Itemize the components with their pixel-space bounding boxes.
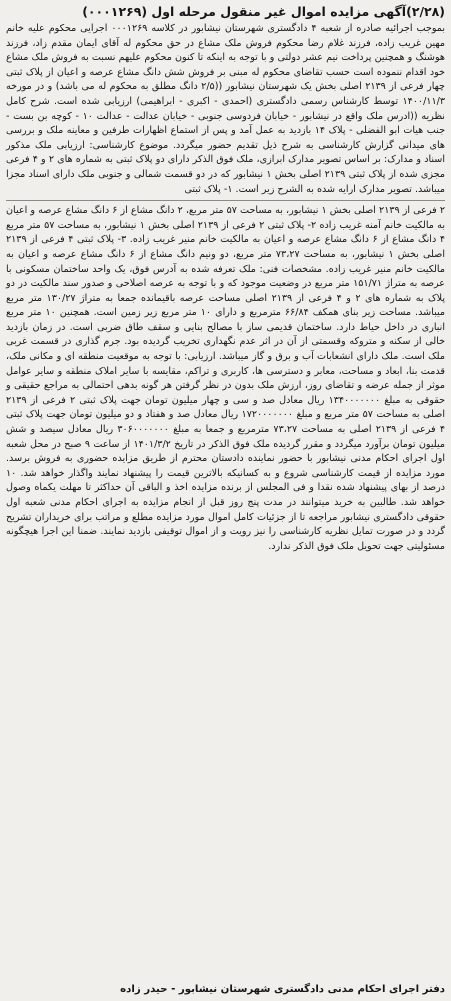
notice-signature: دفتر اجرای احکام مدنی دادگستری شهرستان نیشابور - حیدر زاده xyxy=(120,984,445,995)
notice-title: (۲/۲۸)آگهی مزایده اموال غیر منقول مرحله اول (۰۰۰۱۲۶۹) xyxy=(82,4,445,19)
notice-paragraph-1: بموجب اجرائیه صادره از شعبه ۴ دادگستری شهرستان نیشابور در کلاسه ۰۰۰۱۲۶۹ اجرایی محکوم علیه خانم مهین غریب زاده، فرزند غلام رضا محکوم فروش ملک مشاع در حق محکوم له آقای ایمان مقدم زاد، فرزند هوشنگ و همچنین پرداخت نیم عشر دولتی و با توجه به اینکه تا کنون محکوم علیهم نسبت به فروش ملک مشاع خود اقدام ننموده است حسب تقاضای محکوم له مبنی بر فروش شش دانگ مشاع عرصه و اعیان از پلاک ثبتی چهار فرعی از ۲۱۳۹ اصلی بخش یک شهرستان نیشابور ((۲/۵ دانگ مطلق به محکوم له می باشد) و در مورخه ۱۴۰۰/۱۱/۳ توسط کارشناس رسمی دادگستری (احمدی - اکبری - ابراهیمی) ارزیابی شده است. شرح کامل نظریه ((ادرس ملک واقع در نیشابور - خیابان فردوسی جنوبی - خیابان عدالت - عدالت ۱۰ - کوچه بن بست - جنب هیات ابو الفضلی - پلاک ۱۴ بازدید به عمل آمد و پس از استماع اظهارات طرفین و معاینه ملک و بررسی های میدانی گزارش کارشناسی به شرح ذیل تقدیم حضور میگردد. موضوع کارشناسی: ارزیابی ملک مذکور اسناد و مدارک: بر اساس تصویر مدارک ابرازی، ملک فوق الذکر دارای دو پلاک ثبتی به شماره های ۲ و ۴ فرعی مجزی شده از پلاک ثبتی ۲۱۳۹ اصلی بخش ۱ نیشابور که در دو قسمت شمالی و جنوبی ملک دارای اسناد مجزا میباشد. تصویر مدارک ارایه شده به الشرح زیر است. ۱- پلاک ثبتی xyxy=(6,23,446,195)
section-divider xyxy=(6,200,445,201)
notice-paragraph-2: ۲ فرعی از ۲۱۳۹ اصلی بخش ۱ نیشابور، به مساحت ۵۷ متر مربع، ۲ دانگ مشاع از ۶ دانگ مشاع عرصه و اعیان به مالکیت خانم آمنه غریب زاده ۲- پلاک ثبتی ۲ فرعی از ۲۱۳۹ اصلی بخش ۱ نیشابور، به مساحت ۵۷ متر مربع ۴ دانگ مشاع از ۶ دانگ مشاع عرصه و اعیان به مالکیت خانم منیر غریب زاده. ۳- پلاک ثبتی ۴ فرعی از ۲۱۳۹ اصلی بخش ۱ نیشابور، به مساحت ۷۳،۲۷ متر مربع، دو ونیم دانگ مشاع از ۶ دانگ مشاع عرصه و اعیان به مالکیت خانم منیر غریب زاده. مشخصات فنی: ملک تعرفه شده به آدرس فوق، یک واحد ساختمان مسکونی با عرصه به متراژ ۱۵۱/۷۱ متر مربع در وضعیت موجود که و با توجه به عرصه اصلاحی و صدور سند مالکیت در دو پلاک به شماره های ۲ و ۴ فرعی از ۲۱۳۹ اصلی مساحت عرصه باقیمانده جمعا به متراژ ۱۳۰/۲۷ متر مربع میباشد. مساحت زیر بنای همکف ۶۶/۸۴ مترمربع و دارای ۱۰ متر مربع زیر زمین است. همچنین ۱۰ متر مربع انباری در داخل حیاط دارد. ساختمان قدیمی ساز با مصالح بنایی و سقف طاق ضربی است. در زمان بازدید خالی از سکنه و متروکه وقسمتی از آن در اثر عدم نگهداری تخریب گردیده بود. جرم گذاری در قسمت غربی ملک است. ملک دارای انشعابات آب و برق و گاز میباشد. ارزیابی: با توجه به موقعیت منطقه ای و مکانی ملک، قدمت بنا، ابعاد و مساحت، معابر و دسترسی ها، کاربری و تراکم، مقایسه با سایر املاک منطقه و سایر عوامل موثر از جمله عرضه و تقاضای روز، ارزش ملک بدون در نظر گرفتن هر گونه بدهی احتمالی به مراجع حقیقی و حقوقی به مبلغ ۱۳۴۰۰۰۰۰۰۰ ریال معادل صد و سی و چهار میلیون تومان جهت پلاک ثبتی ۲ فرعی از ۲۱۳۹ اصلی به مساحت ۵۷ متر مربع و مبلغ ۱۷۲۰۰۰۰۰۰۰ ریال معادل صد و هفتاد و دو میلیون تومان جهت پلاک ثبتی ۴ فرعی از ۲۱۳۹ اصلی به مساحت ۷۳،۲۷ مترمربع و جمعا به مبلغ ۳۰۶۰۰۰۰۰۰۰ ریال معادل سیصد و شش میلیون تومان برآورد میگردد و مقرر گردیده ملک فوق الذکر در تاریخ ۱۴۰۱/۳/۲ از ساعت ۹ صبح در محل شعبه اول اجرای احکام مدنی نیشابور با حضور نماینده دادستان محترم از طریق مزایده حضوری به فروش برسد. مورد مزایده از قیمت کارشناسی شروع و به کسانیکه بالاترین قیمت را پیشنهاد نمایند واگذار خواهد شد. ۱۰ درصد از بهای پیشنهاد شده نقدا و فی المجلس از برنده مزایده اخذ و الباقی آن حداکثر تا مهلت یکماه وصول خواهد شد. طالبین به خرید میتوانند در مدت پنج روز قبل از انجام مزایده به اجرای احکام مدنی شعبه اول حقوقی دادگستری نیشابور مراجعه تا از جزئیات کامل اموال مورد مزایده مطلع و مراتب برای خریداران تشریح گردد و در صورت تمایل نظریه کارشناسی را نیز رویت و از اموال توقیفی بازدید نمایند. ضمنا این اجرا هیچگونه مسئولیتی جهت تحویل ملک فوق الذکر ندارد. xyxy=(6,205,446,552)
